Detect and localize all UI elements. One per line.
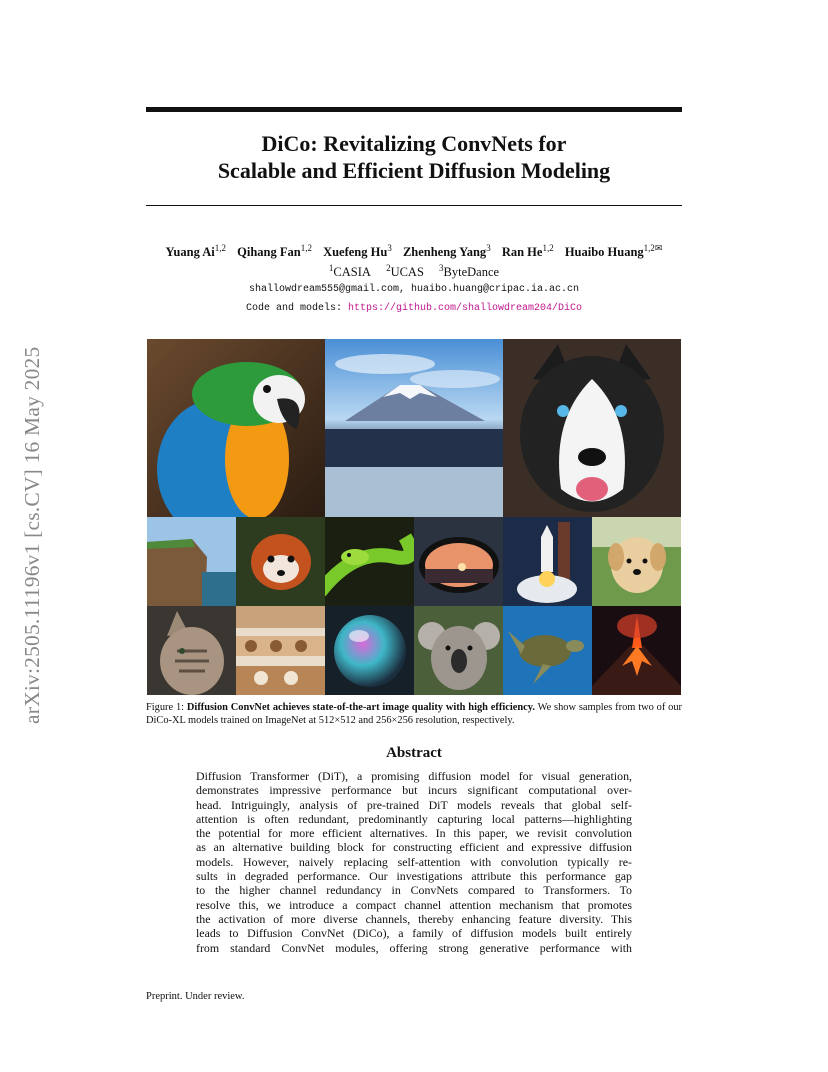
caption-bold-text: Diffusion ConvNet achieves state-of-the-art image quality with high efficiency. xyxy=(186,702,535,713)
abstract-heading: Abstract xyxy=(386,745,442,761)
abstract-line: sults in degraded performance. Our investigations attribute this performance gap xyxy=(196,869,632,884)
abstract-line: leads to Diffusion ConvNet (DiCo), a family of diffusion models built entirely xyxy=(196,926,632,941)
abstract-line: demonstrates impressive performance but incurs significant computational over- xyxy=(196,783,632,798)
sample-image-car-mirror-sunset xyxy=(414,517,503,606)
affiliation: $^3$ByteDance xyxy=(439,263,500,280)
sample-image-macaw xyxy=(147,339,325,517)
author: Xuefeng Hu$^3$ xyxy=(323,243,392,260)
sample-image-golden-puppy xyxy=(592,517,681,606)
sample-image-soap-bubble xyxy=(325,606,414,695)
caption-text: We show samples from two of our DiCo-XL models trained on ImageNet at 512×512 and 256×256 resolution, respectively. xyxy=(146,702,682,726)
title-line: Scalable and Efficient Diffusion Modeling xyxy=(217,158,611,183)
sample-image-mount-fuji xyxy=(325,339,503,517)
abstract-line: resolve this, we introduce a compact channel attention mechanism that promotes xyxy=(196,897,632,912)
abstract-line: the activation of more diverse channels, thereby enhancing feature diversity. This xyxy=(196,911,632,926)
code-link[interactable]: https://github.com/shallowdream204/DiCo xyxy=(347,303,583,314)
author: Ran He$^{1,2}$ xyxy=(501,243,554,260)
author-list xyxy=(130,243,698,260)
sample-image-tabby-cat xyxy=(147,606,236,695)
author: Zhenheng Yang$^3$ xyxy=(402,243,491,260)
arxiv-identifier: arXiv:2505.11196v1 [cs.CV] 16 May 2025 xyxy=(20,346,44,724)
figure-caption xyxy=(146,701,682,727)
abstract-line: to the higher channel redundancy in ConvNets compared to Transformers. To xyxy=(196,883,632,898)
sample-image-space-shuttle xyxy=(503,517,592,606)
caption-label: Figure 1: xyxy=(146,702,185,713)
sample-image-husky xyxy=(503,339,681,517)
abstract-body xyxy=(196,769,632,955)
code-label: Code and models: xyxy=(245,303,342,314)
abstract-line: Diffusion Transformer (DiT), a promising diffusion model for visual generation, xyxy=(196,769,632,783)
sample-image-red-panda xyxy=(236,517,325,606)
title-line: DiCo: Revitalizing ConvNets for xyxy=(261,131,567,156)
affiliation: $^1$CASIA xyxy=(328,263,371,280)
author: Yuang Ai$^{1,2}$ xyxy=(165,243,226,260)
abstract-line: as an alternative building block for constructing efficient and expressive diffusion xyxy=(196,840,632,855)
sample-image-volcano xyxy=(592,606,681,695)
title-rule-top xyxy=(146,107,682,112)
affiliation: $^2$UCAS xyxy=(386,263,424,280)
sample-image-sea-turtle xyxy=(503,606,592,695)
sample-image-bakery xyxy=(236,606,325,695)
abstract-line: attention is often redundant, predominantly capturing local patterns—highlighting xyxy=(196,811,632,826)
code-availability xyxy=(146,303,682,314)
abstract-line: head. Intriguingly, analysis of pre-trained DiT models reveals that global self- xyxy=(196,797,632,812)
preprint-footer: Preprint. Under review. xyxy=(146,991,245,1002)
abstract-line: the potential for more efficient alternatives. In this paper, we revisit convolution xyxy=(196,826,632,841)
author-emails: shallowdream555@gmail.com, huaibo.huang@cripac.ia.ac.cn xyxy=(248,284,580,295)
figure-sample-grid xyxy=(147,339,681,695)
abstract-line: models. However, naively replacing self-attention with convolution typically re- xyxy=(196,854,632,869)
author: Huaibo Huang$^{1,2✉}$ xyxy=(564,243,663,260)
author: Qihang Fan$^{1,2}$ xyxy=(237,243,312,260)
title-rule-bottom xyxy=(146,205,682,206)
affiliation-list xyxy=(146,263,682,280)
abstract-line: from standard ConvNet modules, offering strong generative performance with xyxy=(196,940,632,955)
sample-image-koala xyxy=(414,606,503,695)
paper-title xyxy=(146,130,682,184)
sample-image-green-snake xyxy=(325,517,414,606)
sample-image-sea-cliff xyxy=(147,517,236,606)
